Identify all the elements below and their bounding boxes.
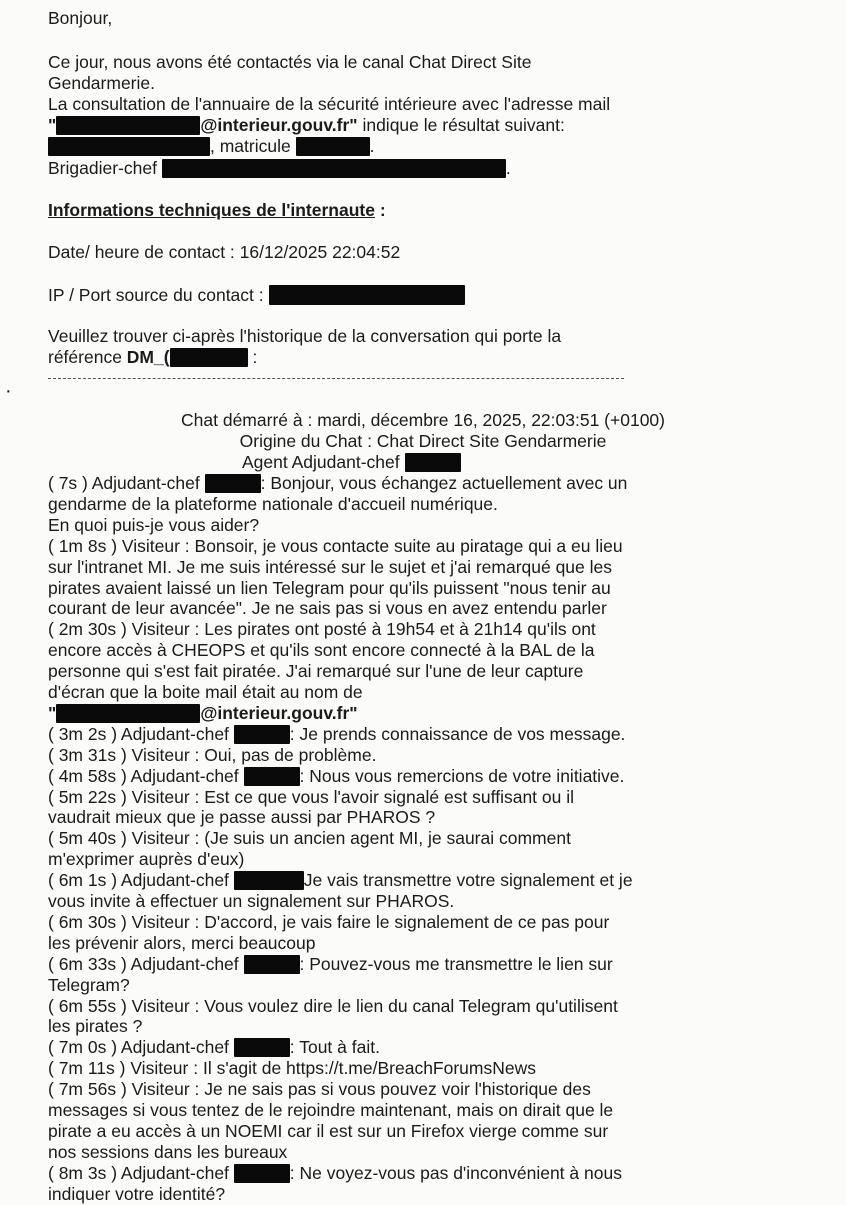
redaction-box bbox=[234, 1164, 290, 1183]
redaction-box bbox=[244, 767, 300, 786]
chat-line: sur l'intranet MI. Je me suis intéressé sur le sujet et j'ai remarqué que les bbox=[48, 556, 613, 577]
chat-line: les prévenir alors, merci beaucoup bbox=[48, 932, 316, 953]
chat-line: En quoi puis-je vous aider? bbox=[48, 514, 260, 535]
history-ref: DM_( bbox=[126, 347, 170, 367]
intro-line-3: La consultation de l'annuaire de la sécurité intérieure avec l'adresse mail bbox=[48, 94, 611, 114]
chat-message: : Nous vous remercions de votre initiative. bbox=[299, 765, 625, 786]
chat-message: : Je prends connaissance de vos message. bbox=[289, 723, 626, 744]
redaction-box bbox=[234, 871, 304, 890]
chat-line: m'exprimer auprès d'eux) bbox=[48, 849, 245, 870]
chat-line: ( 5m 22s ) Visiteur : Est ce que vous l'avoir signalé est suffisant ou il bbox=[48, 786, 574, 807]
rank-label: Brigadier-chef bbox=[48, 158, 157, 178]
email-domain: @interieur.gouv.fr" bbox=[200, 702, 358, 723]
history-ref-label: référence bbox=[48, 347, 127, 367]
separator-line bbox=[48, 378, 624, 379]
chat-speaker: ( 6m 33s ) Adjudant-chef bbox=[48, 953, 244, 974]
chat-message: : Tout à fait. bbox=[289, 1037, 380, 1058]
chat-started: Chat démarré à : mardi, décembre 16, 2025, 22:03:51 (+0100) bbox=[181, 410, 665, 430]
redaction-box bbox=[162, 159, 506, 178]
intro-email-line bbox=[48, 115, 565, 136]
redaction-box bbox=[205, 474, 261, 493]
chat-line: gendarme de la plateforme nationale d'accueil numérique. bbox=[48, 493, 498, 514]
chat-line: pirates avaient laissé un lien Telegram pour qu'ils puissent "nous tenir au bbox=[48, 577, 611, 598]
redaction-box bbox=[234, 725, 290, 744]
matricule-end: . bbox=[369, 136, 375, 156]
chat-line: nos sessions dans les bureaux bbox=[48, 1141, 288, 1162]
chat-line: personne qui s'est fait piratée. J'ai remarqué sur l'une de leur capture bbox=[48, 661, 584, 682]
history-ref-end: : bbox=[247, 347, 258, 367]
chat-line: Telegram? bbox=[48, 974, 130, 995]
chat-speaker: ( 3m 2s ) Adjudant-chef bbox=[48, 723, 234, 744]
chat-line bbox=[48, 703, 358, 724]
chat-line: vaudrait mieux que je passe aussi par PHAROS ? bbox=[48, 807, 436, 828]
chat-line bbox=[48, 473, 627, 494]
tech-heading-suffix: : bbox=[374, 200, 386, 220]
tech-heading-line bbox=[48, 200, 386, 221]
chat-line: ( 7m 56s ) Visiteur : Je ne sais pas si vous pouvez voir l'historique des bbox=[48, 1079, 591, 1100]
chat-message: : Ne voyez-vous pas d'inconvénient à nous bbox=[289, 1162, 622, 1183]
chat-line: ( 5m 40s ) Visiteur : (Je suis un ancien agent MI, je saurai comment bbox=[48, 828, 571, 849]
chat-origin: Origine du Chat : Chat Direct Site Gendarmerie bbox=[239, 431, 607, 451]
intro-line-2: Gendarmerie. bbox=[48, 73, 155, 93]
chat-line bbox=[48, 954, 613, 975]
chat-agent-line bbox=[242, 452, 461, 473]
history-ref-line bbox=[48, 347, 257, 368]
email-domain: @interieur.gouv.fr" bbox=[200, 115, 358, 135]
chat-line: encore accès à CHEOPS et qu'ils sont encore connecté à la BAL de la bbox=[48, 640, 595, 661]
chat-speaker: ( 8m 3s ) Adjudant-chef bbox=[48, 1162, 234, 1183]
chat-line: ( 3m 31s ) Visiteur : Oui, pas de problème. bbox=[48, 744, 377, 765]
chat-line: ( 6m 30s ) Visiteur : D'accord, je vais faire le signalement de ce pas pour bbox=[48, 911, 610, 932]
chat-line: indiquer votre identité? bbox=[48, 1183, 226, 1204]
email-open-quote: " bbox=[48, 115, 57, 135]
chat-line bbox=[48, 1037, 380, 1058]
chat-line bbox=[48, 724, 625, 745]
rank-line bbox=[48, 158, 511, 179]
chat-speaker: ( 7m 0s ) Adjudant-chef bbox=[48, 1037, 234, 1058]
intro-line-1: Ce jour, nous avons été contactés via le canal Chat Direct Site bbox=[48, 52, 532, 72]
email-result-text: indique le résultat suivant: bbox=[357, 115, 565, 135]
matricule-line bbox=[48, 136, 374, 157]
chat-speaker: ( 7s ) Adjudant-chef bbox=[48, 473, 205, 493]
chat-line: d'écran que la boite mail était au nom de bbox=[48, 682, 363, 702]
ip-line bbox=[48, 285, 465, 306]
chat-line: courant de leur avancée". Je ne sais pas si vous en avez entendu parler bbox=[48, 598, 607, 619]
margin-dot: · bbox=[5, 380, 12, 402]
redaction-box bbox=[296, 137, 370, 156]
rank-end: . bbox=[505, 158, 511, 178]
tech-heading: Informations techniques de l'internaute bbox=[48, 200, 375, 220]
chat-line: les pirates ? bbox=[48, 1016, 143, 1037]
redaction-box bbox=[244, 955, 300, 974]
chat-message: Je vais transmettre votre signalement et je bbox=[303, 870, 633, 891]
chat-line bbox=[48, 1163, 622, 1184]
chat-line: pirate a eu accès à un NOEMI car il est sur un Firefox vierge comme sur bbox=[48, 1120, 609, 1141]
chat-line: messages si vous tentez de le rejoindre maintenant, mais on dirait que le bbox=[48, 1100, 614, 1120]
chat-line: ( 1m 8s ) Visiteur : Bonsoir, je vous contacte suite au piratage qui a eu lieu bbox=[48, 535, 623, 556]
redaction-box bbox=[269, 285, 465, 305]
chat-speaker: ( 6m 1s ) Adjudant-chef bbox=[48, 870, 234, 891]
chat-speaker: ( 4m 58s ) Adjudant-chef bbox=[48, 765, 244, 786]
chat-line bbox=[48, 766, 624, 787]
redaction-box bbox=[170, 348, 248, 367]
redaction-box bbox=[234, 1038, 290, 1057]
chat-agent: Agent Adjudant-chef bbox=[242, 452, 400, 472]
redaction-box bbox=[405, 453, 461, 472]
greeting: Bonjour, bbox=[48, 8, 113, 28]
redaction-box bbox=[48, 137, 210, 156]
chat-line: ( 7m 11s ) Visiteur : Il s'agit de https://t.me/BreachForumsNews bbox=[48, 1058, 537, 1079]
chat-line: ( 2m 30s ) Visiteur : Les pirates ont posté à 19h54 et à 21h14 qu'ils ont bbox=[48, 619, 596, 640]
chat-line bbox=[48, 870, 633, 891]
email-open-quote: " bbox=[48, 702, 57, 723]
chat-line: ( 6m 55s ) Visiteur : Vous voulez dire le lien du canal Telegram qu'utilisent bbox=[48, 995, 618, 1016]
contact-date: Date/ heure de contact : 16/12/2025 22:04:52 bbox=[48, 242, 401, 262]
ip-label: IP / Port source du contact : bbox=[48, 285, 264, 305]
chat-line: vous invite à effectuer un signalement sur PHAROS. bbox=[48, 891, 455, 911]
chat-message: : Bonjour, vous échangez actuellement avec un bbox=[260, 473, 628, 493]
matricule-label: , matricule bbox=[210, 136, 291, 156]
redaction-box bbox=[56, 116, 200, 135]
redaction-box bbox=[56, 704, 200, 723]
chat-message: : Pouvez-vous me transmettre le lien sur bbox=[299, 953, 613, 974]
history-line-1: Veuillez trouver ci-après l'historique de la conversation qui porte la bbox=[48, 326, 562, 346]
